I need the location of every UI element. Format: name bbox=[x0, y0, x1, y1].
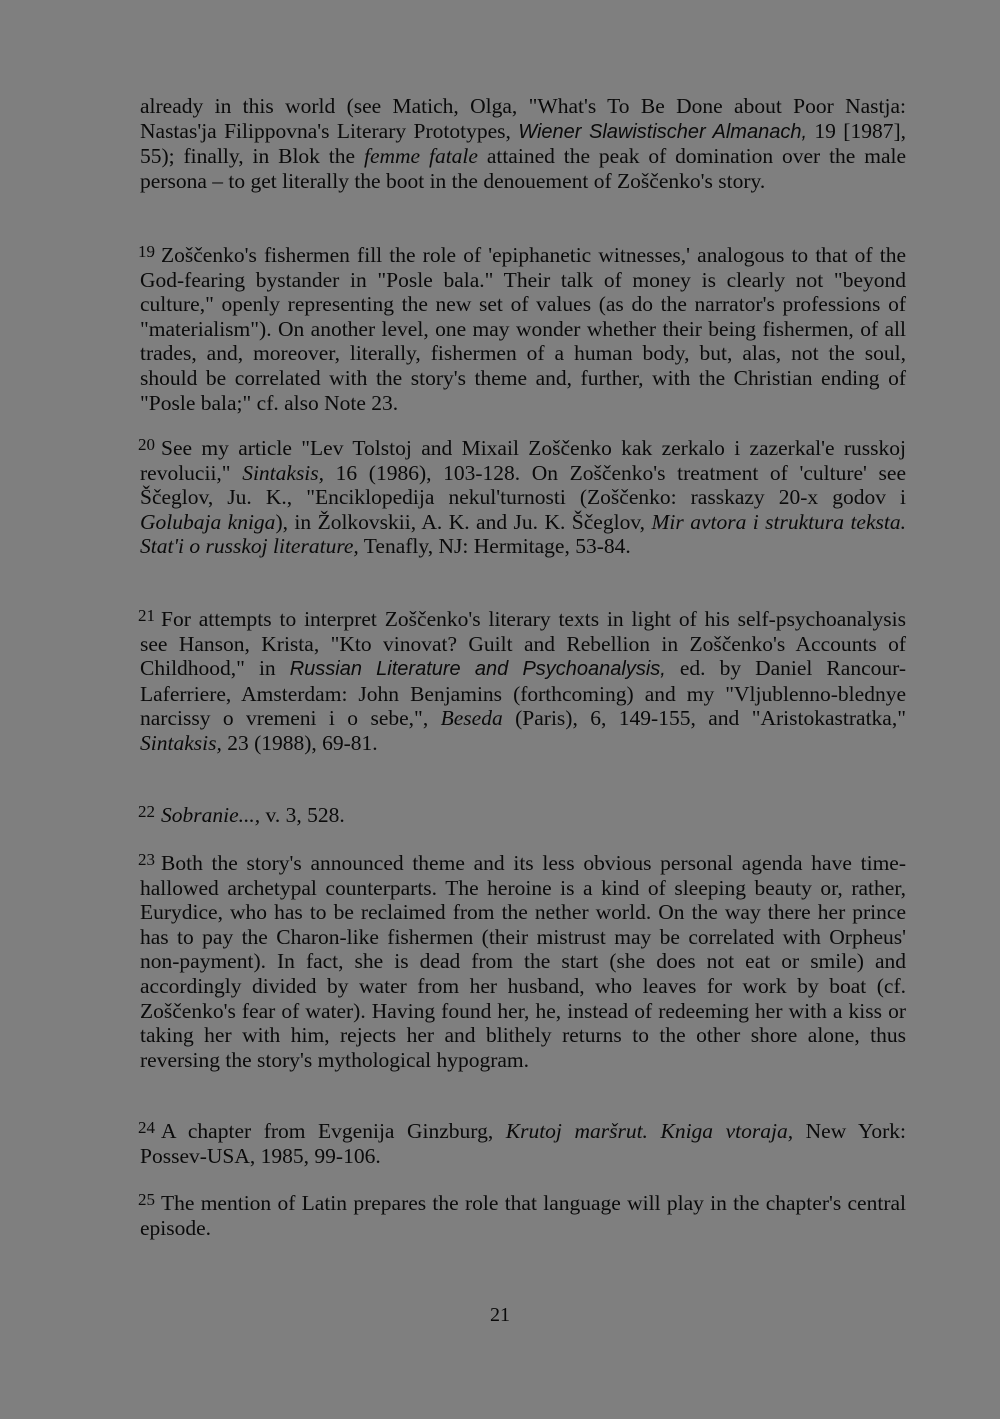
footnote-number: 22 bbox=[138, 802, 155, 821]
footnote-text bbox=[140, 848, 906, 1072]
continued-note-text bbox=[140, 94, 906, 193]
journal-title: Wiener Slawistischer Almanach, bbox=[518, 120, 808, 143]
footnote-23 bbox=[140, 848, 906, 1072]
footnote-text bbox=[140, 800, 906, 828]
footnote-25 bbox=[140, 1188, 906, 1240]
book-title: Russian Literature and Psychoanalysis, bbox=[289, 658, 666, 681]
footnote-22 bbox=[140, 800, 906, 828]
text-run: Both the story's announced theme and its less obvious personal agenda have time-hallowed archetypal counterparts. The heroine is a kind of sleeping beauty or, rather, Eurydice, who has to be reclaimed from the nether world. On the way there her prince has to pay the Charon-like fishermen (their mistrust may be correlated with Orpheus' non-payment). In fact, she is dead from the start (she does not eat or smile) and accordingly divided by water from her husband, who leaves for work by boat (cf. Zoščenko's fear of water). Having found her, he, instead of redeeming her with a kiss or taking her with him, rejects her and blithely returns to the other shore alone, thus reversing the story's mythological hypogram. bbox=[140, 851, 906, 1072]
text-run: The mention of Latin prepares the role that language will play in the chapter's central episode. bbox=[140, 1191, 906, 1240]
text-run: already in this world (see Matich, Olga, "What's To Be Done about Poor Nastja: Nastas'ja Filippovna's Literary Prototypes, bbox=[140, 94, 906, 143]
text-run: 16 (1986), 103-128. On Zoščenko's treatment of 'culture' see Ščeglov, Ju. K., "Enciklopedija nekul'turnosti (Zoščenko: rasskazy 20-x godov i bbox=[140, 460, 906, 510]
text-run: See my article "Lev Tolstoj and Mixail Zoščenko kak zerkalo i zazerkal'e russkoj revolucii," bbox=[140, 436, 906, 485]
footnote-text bbox=[140, 1188, 906, 1240]
footnote-text bbox=[140, 604, 906, 756]
footnote-24 bbox=[140, 1116, 906, 1168]
journal-title: Sintaksis, bbox=[140, 730, 222, 755]
footnote-text bbox=[140, 433, 906, 559]
footnote-21 bbox=[140, 604, 906, 756]
text-run: (Paris), 6, 149-155, and "Aristokastratka," bbox=[502, 706, 906, 731]
footnote-19 bbox=[140, 240, 906, 415]
text-run: v. 3, 528. bbox=[260, 803, 345, 827]
book-title: Krutoj maršrut. Kniga vtoraja, bbox=[505, 1119, 794, 1143]
text-run: New York: Possev-USA, 1985, 99-106. bbox=[140, 1119, 906, 1168]
footnote-number: 19 bbox=[138, 242, 155, 261]
footnote-number: 21 bbox=[138, 606, 155, 625]
book-title: Golubaja kniga bbox=[140, 509, 276, 534]
footnote-number: 24 bbox=[138, 1118, 155, 1137]
text-run: Zoščenko's fishermen fill the role of 'epiphanetic witnesses,' analogous to that of the God-fearing bystander in "Posle bala." Their talk of money is clearly not "beyond culture," openly representing the new set of values (as do the narrator's professions of "materialism"). On another level, one may wonder whether their being fishermen, of all trades, and, moreover, literally, fishermen of a human body, but, alas, not the soul, should be correlated with the story's theme and, further, with the Christian ending of "Posle bala;" cf. also Note 23. bbox=[140, 243, 906, 415]
footnote-text bbox=[140, 240, 906, 415]
footnote-number: 23 bbox=[138, 850, 155, 869]
italic-phrase: femme fatale bbox=[363, 144, 478, 169]
journal-title: Beseda bbox=[440, 706, 503, 731]
footnote-20 bbox=[140, 433, 906, 559]
footnote-number: 25 bbox=[138, 1190, 155, 1209]
book-title: Mir avtora i struktura teksta. Stat'i o russkoj literature, bbox=[140, 509, 906, 559]
text-run: A chapter from Evgenija Ginzburg, bbox=[161, 1119, 506, 1143]
continued-note-paragraph bbox=[140, 94, 906, 193]
text-run: For attempts to interpret Zoščenko's literary texts in light of his self-psychoanalysis see Hanson, Krista, "Kto vinovat? Guilt and Rebellion in Zoščenko's Accounts of Childhood," in bbox=[140, 607, 906, 681]
book-title: Sobranie..., bbox=[161, 803, 261, 827]
text-run: 23 (1988), 69-81. bbox=[221, 730, 378, 755]
journal-title: Sintaksis, bbox=[242, 460, 325, 485]
footnote-number: 20 bbox=[138, 435, 155, 454]
text-run: 19 [1987], 55); finally, in Blok the bbox=[140, 118, 906, 169]
text-run: Tenafly, NJ: Hermitage, 53-84. bbox=[358, 534, 631, 559]
text-run: ), in Žolkovskii, A. K. and Ju. K. Ščeglov, bbox=[275, 509, 652, 534]
text-run: attained the peak of domination over the male persona – to get literally the boot in the denouement of Zoščenko's story. bbox=[140, 144, 907, 193]
footnote-text bbox=[140, 1116, 906, 1168]
page-number: 21 bbox=[490, 1304, 510, 1326]
text-run: ed. by Daniel Rancour-Laferriere, Amsterdam: John Benjamins (forthcoming) and my "Vljublenno-blednye narcissy o vremeni i o sebe,", bbox=[140, 656, 906, 731]
